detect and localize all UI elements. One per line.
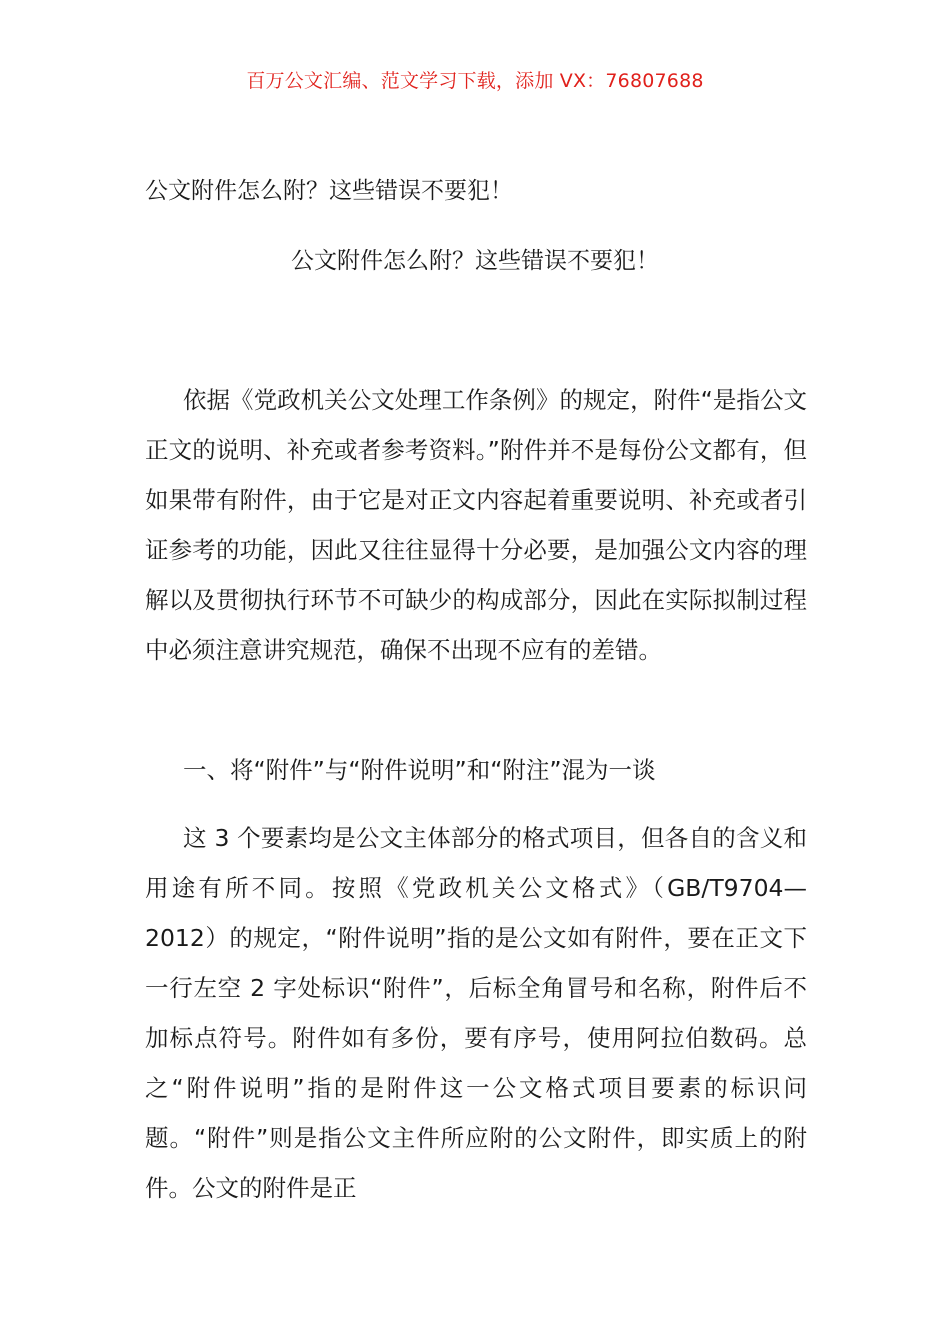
promo-header-note: 百万公文汇编、范文学习下载，添加 VX：76807688 [246,70,704,92]
body-paragraph-elements: 这 3 个要素均是公文主体部分的格式项目，但各自的含义和用途有所不同。按照《党政机关公文格式》（GB/T9704—2012）的规定，“附件说明”指的是公文如有附件，要在正文下一行左空 2 字处标识“附件”，后标全角冒号和名称，附件后不加标点符号。附件如有多份，要有序号，使用阿拉伯数码。总之“附件说明”指的是附件这一公文格式项目要素的标识问题。“附件”则是指公文主件所应附的公文附件，即实质上的附件。公文的附件是正 [145,824,807,1202]
document-subtitle: 公文附件怎么附？这些错误不要犯！ [291,248,659,274]
document-title: 公文附件怎么附？这些错误不要犯！ [145,178,513,204]
section-heading-one: 一、将“附件”与“附件说明”和“附注”混为一谈 [183,756,656,784]
body-paragraph-intro: 依据《党政机关公文处理工作条例》的规定，附件“是指公文正文的说明、补充或者参考资料。”附件并不是每份公文都有，但如果带有附件，由于它是对正文内容起着重要说明、补充或者引证参考的功能，因此又往往显得十分必要，是加强公文内容的理解以及贯彻执行环节不可缺少的构成部分，因此在实际拟制过程中必须注意讲究规范，确保不出现不应有的差错。 [145,386,807,664]
